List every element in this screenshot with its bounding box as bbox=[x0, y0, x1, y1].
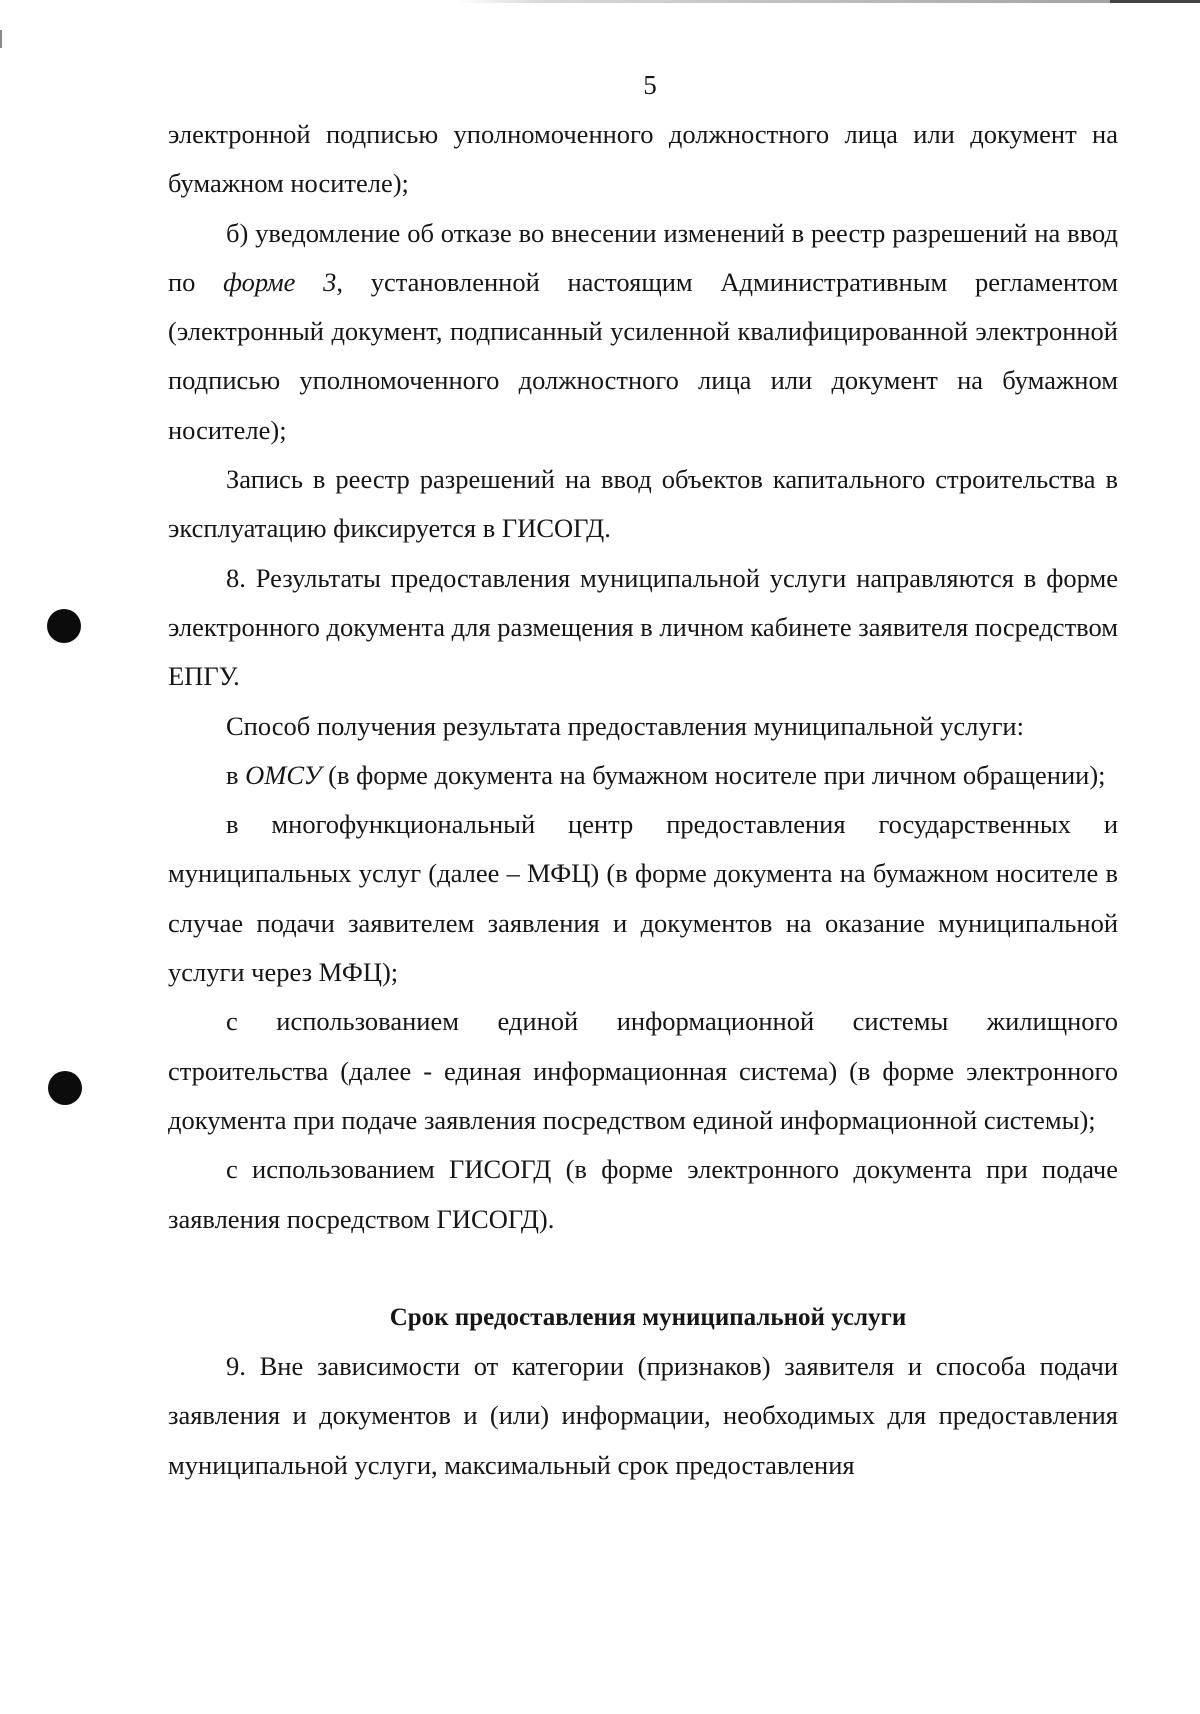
punch-hole-upper bbox=[47, 609, 81, 643]
refusal-notice-text-end: , установленной настоящим Административным регламентом (электронный документ, подписанный усиленной квалифицированной электронной подписью уполномоченного должностного лица или документ на бумажном носителе); bbox=[168, 266, 1118, 445]
page-number: 5 bbox=[643, 70, 657, 100]
omsu-text-start: в bbox=[226, 759, 246, 790]
paragraph-result-delivery: 8. Результаты предоставления муниципальной услуги направляются в форме электронного документа для размещения в личном кабинете заявителя посредством ЕПГУ. bbox=[168, 562, 1118, 692]
paragraph-mfc: в многофункциональный центр предоставления государственных и муниципальных услуг (далее – МФЦ) (в форме документа на бумажном носителе в случае подачи заявителем заявления и документов на оказание муниципальной услуги через МФЦ); bbox=[168, 809, 1118, 988]
form-reference: форме 3 bbox=[223, 266, 337, 297]
paragraph-refusal-notice bbox=[168, 209, 1118, 455]
paragraph-receipt-methods: Способ получения результата предоставления муниципальной услуги: bbox=[226, 710, 1024, 741]
omsu-reference: ОМСУ bbox=[245, 759, 322, 790]
scan-edge-right bbox=[1110, 0, 1200, 3]
paragraph-gisogd: с использованием ГИСОГД (в форме электронного документа при подаче заявления посредством ГИСОГД). bbox=[168, 1154, 1118, 1234]
refusal-notice-text-start: б) уведомление об отказе во внесении изменений в реестр разрешений на ввод по bbox=[168, 217, 1118, 297]
paragraph-registry-entry: Запись в реестр разрешений на ввод объектов капитального строительства в эксплуатацию фиксируется в ГИСОГД. bbox=[168, 464, 1118, 544]
paragraph-omsu bbox=[168, 751, 1118, 800]
scan-edge-top bbox=[0, 0, 1200, 3]
paragraph-service-term: 9. Вне зависимости от категории (признаков) заявителя и способа подачи заявления и документов и (или) информации, необходимых для предоставления муниципальной услуги, максимальный срок предоставления bbox=[168, 1351, 1118, 1480]
paragraph-signature-continuation: электронной подписью уполномоченного должностного лица или документ на бумажном носителе); bbox=[168, 119, 1118, 199]
paragraph-housing-system: с использованием единой информационной системы жилищного строительства (далее - единая информационная система) (в форме электронного документа при подаче заявления посредством единой информационной системы); bbox=[168, 1006, 1118, 1135]
omsu-text-end: (в форме документа на бумажном носителе при личном обращении); bbox=[321, 759, 1106, 790]
scan-edge-left bbox=[0, 30, 2, 48]
section-heading: Срок предоставления муниципальной услуги bbox=[389, 1303, 907, 1331]
document-body bbox=[168, 110, 1118, 1490]
punch-hole-lower bbox=[48, 1071, 82, 1105]
